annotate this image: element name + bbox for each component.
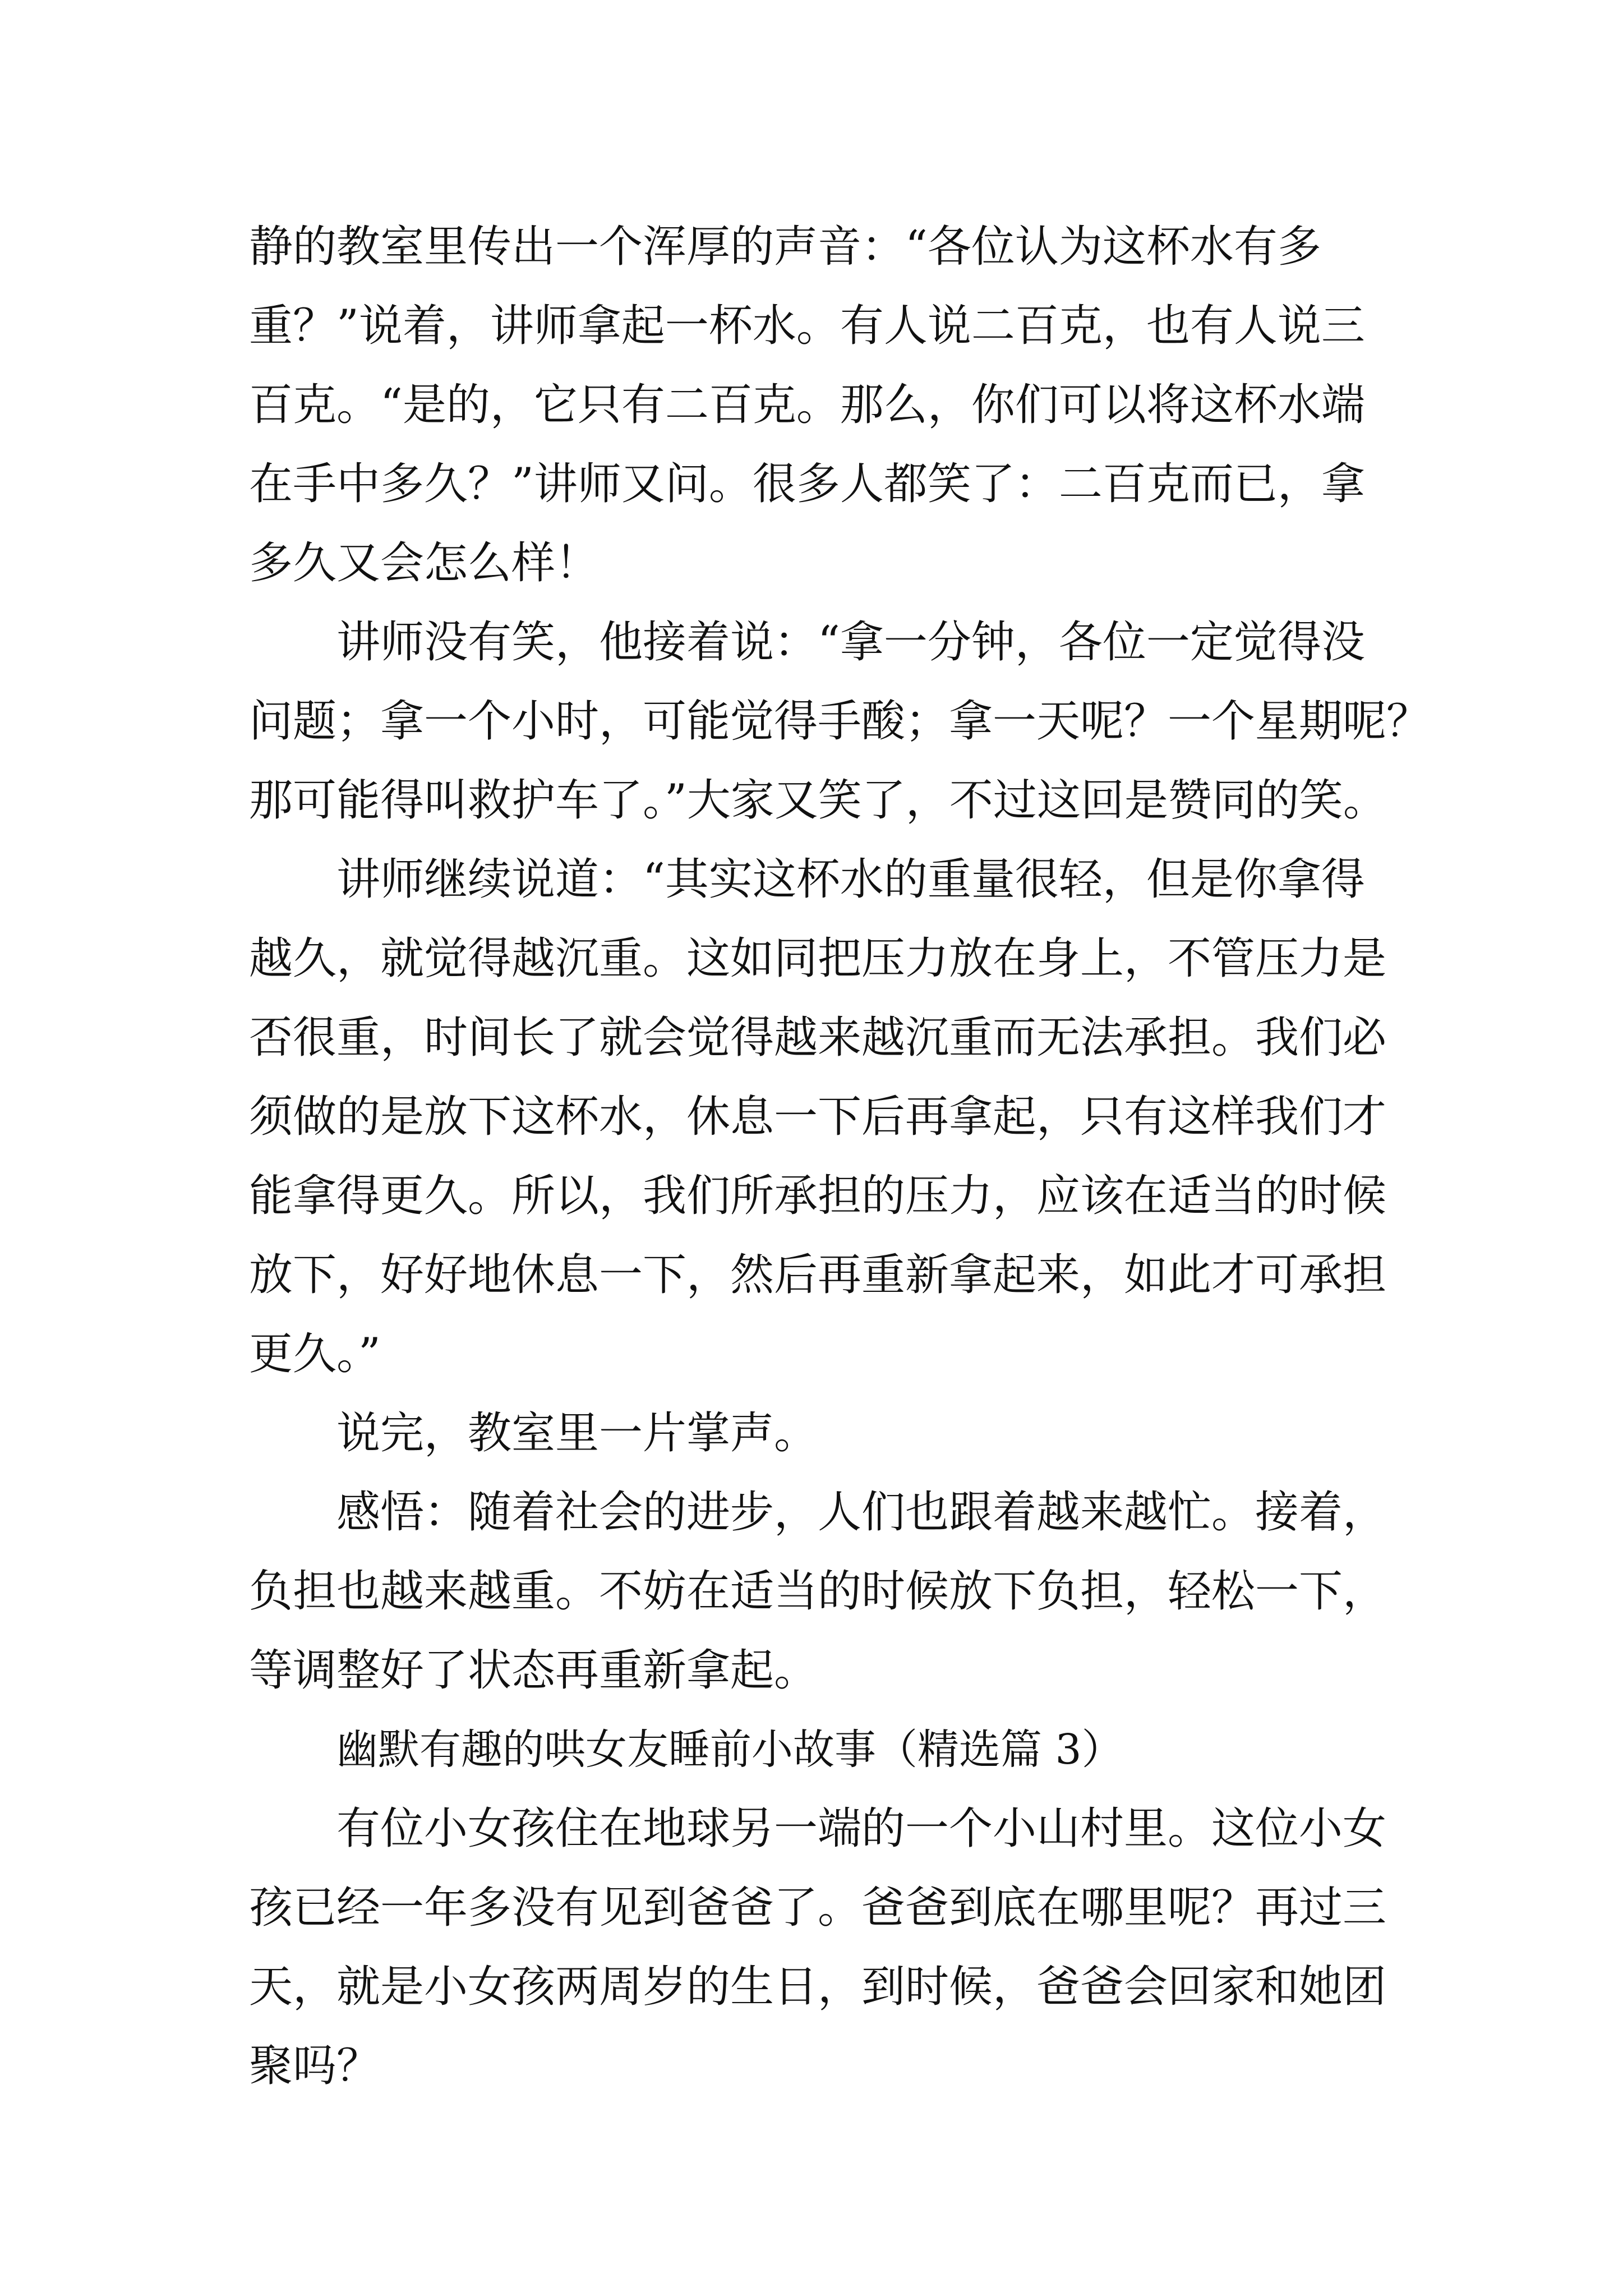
paragraph-line: 等调整好了状态再重新拿起。 <box>249 1645 818 1696</box>
paragraph-line: 那可能得叫救护车了。”大家又笑了，不过这回是赞同的笑。 <box>249 775 1387 826</box>
paragraph-line: 在手中多久？”讲师又问。很多人都笑了：二百克而已，拿 <box>249 459 1365 509</box>
paragraph-line: 多久又会怎么样！ <box>249 538 600 588</box>
paragraph-line: 感悟：随着社会的进步，人们也跟着越来越忙。接着， <box>336 1487 1387 1538</box>
paragraph-line: 更久。” <box>249 1329 381 1379</box>
paragraph-line: 百克。“是的，它只有二百克。那么，你们可以将这杯水端 <box>249 380 1365 430</box>
paragraph-line: 讲师没有笑，他接着说：“拿一分钟，各位一定觉得没 <box>336 617 1365 668</box>
document-body <box>249 208 1431 2106</box>
paragraph-line: 聚吗？ <box>249 2041 381 2091</box>
paragraph-line: 静的教室里传出一个浑厚的声音：“各位认为这杯水有多 <box>249 222 1321 272</box>
paragraph-line: 有位小女孩住在地球另一端的一个小山村里。这位小女 <box>336 1803 1387 1854</box>
paragraph-line: 说完，教室里一片掌声。 <box>336 1408 818 1458</box>
section-heading: 幽默有趣的哄女友睡前小故事（精选篇 3） <box>336 1726 1123 1774</box>
paragraph-line: 天，就是小女孩两周岁的生日，到时候，爸爸会回家和她团 <box>249 1962 1387 2012</box>
paragraph-line: 孩已经一年多没有见到爸爸了。爸爸到底在哪里呢？再过三 <box>249 1883 1387 1933</box>
paragraph-line: 放下，好好地休息一下，然后再重新拿起来，如此才可承担 <box>249 1250 1387 1300</box>
paragraph-line: 能拿得更久。所以，我们所承担的压力，应该在适当的时候 <box>249 1171 1387 1221</box>
paragraph-line: 须做的是放下这杯水，休息一下后再拿起，只有这样我们才 <box>249 1092 1387 1142</box>
paragraph-line: 重？”说着，讲师拿起一杯水。有人说二百克，也有人说三 <box>249 301 1365 351</box>
paragraph-line: 讲师继续说道：“其实这杯水的重量很轻，但是你拿得 <box>336 854 1365 905</box>
paragraph-line: 否很重，时间长了就会觉得越来越沉重而无法承担。我们必 <box>249 1013 1387 1063</box>
paragraph-line: 越久，就觉得越沉重。这如同把压力放在身上，不管压力是 <box>249 933 1387 984</box>
paragraph-line: 问题；拿一个小时，可能觉得手酸；拿一天呢？一个星期呢？ <box>249 696 1431 747</box>
paragraph-line: 负担也越来越重。不妨在适当的时候放下负担，轻松一下， <box>249 1566 1387 1617</box>
